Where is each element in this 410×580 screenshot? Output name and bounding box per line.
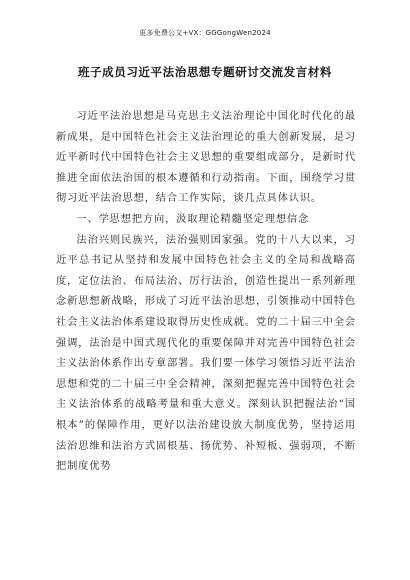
header-note: 更多免费公文+VX：GGGongWen2024 — [139, 29, 271, 37]
body-paragraph: 法治兴则民族兴，法治强则国家强。党的十八大以来，习近平总书记从坚持和发展中国特色社会主义的全局和战略高度，定位法治、布局法治、厉行法治，创造性提出一系列新理念新思想新战略，形成了习近平法治思想，引领推动中国特色社会主义法治体系建设取得历史性成就。党的二十届三中全会强调，法治是中国式现代化的重要保障并对完善中国特色社会主义法治体系作出专章部署。我们要一体学习领悟习近平法治思想和党的二十届三中全会精神，深刻把握完善中国特色社会主义法治体系的战略考量和重大意义。深刻认识把握法治“国根本”的保障作用，更好以法治建设放大制度优势，坚持运用法治思维和法治方式固根基、扬优势、补短板、强弱项，不断把制度优势 — [56, 234, 356, 473]
document-title: 班子成员习近平法治思想专题研讨交流发言材料 — [77, 65, 333, 79]
intro-paragraph: 习近平法治思想是马克思主义法治理论中国化时代化的最新成果，是中国特色社会主义法治理论的重大创新发展，是习近平新时代中国特色社会主义思想的重要组成部分，是新时代推进全面依法治国的根本遵循和行动指南。下面，围绕学习贯彻习近平法治思想，结合工作实际，谈几点具体认识。 — [56, 111, 356, 205]
document-body — [56, 107, 356, 478]
section-heading: 一、学思想把方向，汲取理论精髓坚定理想信念 — [76, 213, 310, 225]
